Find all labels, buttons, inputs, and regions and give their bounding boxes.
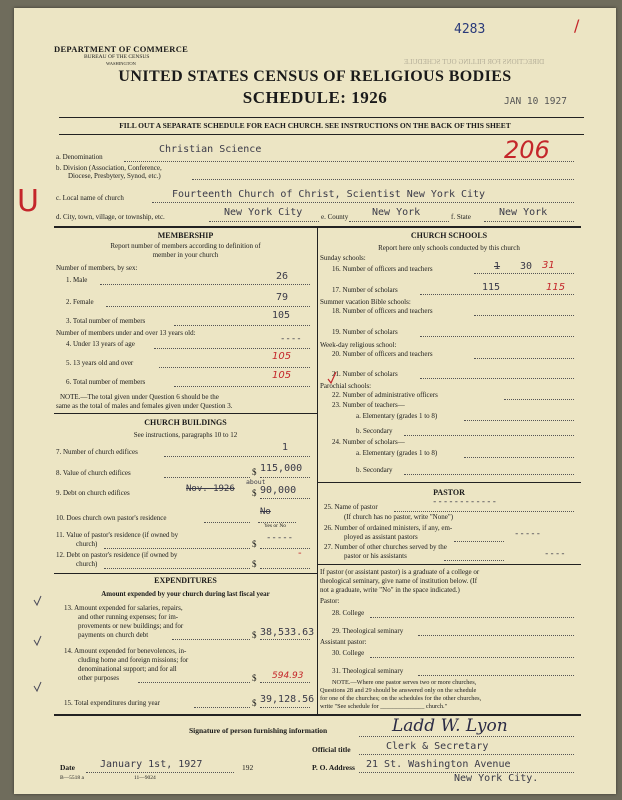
q23a-label: a. Elementary (grades 1 to 8) [356, 412, 438, 420]
fill-line [454, 541, 504, 542]
q9-about: about [246, 478, 266, 486]
date-year-suffix: 192 [242, 763, 254, 772]
expenditures-heading: EXPENDITURES [154, 576, 217, 585]
pastor-subheading: Pastor: [320, 597, 340, 605]
q16-value: 30 [520, 261, 533, 272]
fill-line [260, 682, 310, 683]
red-tick-icon [327, 371, 337, 385]
expenditures-intro: Amount expended by your church during last fiscal year [101, 590, 270, 598]
schools-heading: CHURCH SCHOOLS [410, 231, 488, 240]
q24a-label: a. Elementary (grades 1 to 8) [356, 449, 438, 457]
red-code-mark: 206 [504, 136, 550, 164]
fill-line [174, 386, 310, 387]
q17-red-value: 115 [546, 282, 566, 293]
buildings-intro: See instructions, paragraphs 10 to 12 [133, 431, 238, 439]
q20-label: 20. Number of officers and teachers [332, 350, 433, 358]
q9-value: 90,000 [260, 485, 297, 496]
county-value: New York [372, 207, 421, 218]
q9-struck-date: Nov. 1926 [186, 484, 235, 494]
division-label: b. Division (Association, Conference, [56, 164, 162, 172]
q11-label: 11. Value of pastor's residence (if owned by [56, 531, 179, 539]
graduate-instructions: If pastor (or assistant pastor) is a graduate of a college or [320, 568, 480, 576]
q13-label-4: payments on church debt [78, 631, 149, 639]
q31-label: 31. Theological seminary [332, 667, 404, 675]
q8-value: 115,000 [260, 463, 303, 474]
q17-value: 115 [482, 282, 501, 293]
print-number: 11—9024 [134, 775, 156, 781]
q16-red-value: 31 [542, 260, 555, 271]
members-by-age-label: Number of members under and over 13 years old: [56, 329, 196, 337]
pastor-note-3: for one of the churches; on the schedules for the other churches, [320, 695, 482, 702]
q26-label: 26. Number of ordained ministers, if any, em- [324, 524, 453, 532]
county-label: e. County [321, 213, 349, 221]
members-by-sex-label: Number of members, by sex: [56, 264, 138, 272]
schedule-title: SCHEDULE: 1926 [242, 88, 388, 107]
graduate-instructions-3: not a graduate, write "No" in the space indicated.) [320, 586, 460, 594]
department-name: DEPARTMENT OF COMMERCE [54, 44, 189, 54]
q22-label: 22. Number of administrative officers [332, 391, 438, 399]
fill-line [192, 179, 574, 180]
q14-label-4: other purposes [78, 674, 120, 682]
q7-value: 1 [282, 442, 289, 453]
fill-line [394, 511, 574, 512]
fill-line [100, 284, 310, 285]
local-name-label: c. Local name of church [56, 194, 124, 202]
q13-value: 38,533.63 [260, 627, 315, 638]
date-received-stamp: JAN 10 1927 [504, 96, 567, 107]
q12-label-cont: church) [76, 560, 98, 568]
city-label: d. City, town, village, or township, etc. [56, 213, 165, 221]
q29-label: 29. Theological seminary [332, 627, 404, 635]
fill-line [420, 336, 574, 337]
signature-value: Ladd W. Lyon [392, 716, 508, 736]
fill-line [474, 315, 574, 316]
q15-dollar: $ [252, 698, 257, 708]
q12-label: 12. Debt on pastor's residence (if owned by [56, 551, 178, 559]
schools-intro: Report here only schools conducted by this church [378, 244, 520, 252]
address-label: P. O. Address [312, 763, 355, 772]
q2-value: 79 [276, 292, 289, 303]
section-rule [54, 413, 317, 414]
q1-label: 1. Male [66, 276, 88, 284]
membership-note-cont: same as the total of males and females given under Question 3. [56, 402, 233, 410]
state-label: f. State [451, 213, 471, 221]
bleed-through-text: DIRECTIONS FOR FILLING OUT SCHEDULE [404, 58, 545, 66]
pastor-note: NOTE.—Where one pastor serves two or more churches, [332, 679, 477, 686]
fill-line [474, 358, 574, 359]
fill-line [484, 221, 574, 222]
q2-label: 2. Female [66, 298, 94, 306]
fill-line [404, 474, 574, 475]
fill-line [359, 754, 574, 755]
q8-dollar: $ [252, 467, 257, 477]
q9-label: 9. Debt on church edifices [56, 489, 130, 497]
official-title-value: Clerk & Secretary [386, 741, 489, 752]
q24-label: 24. Number of scholars— [332, 438, 405, 446]
date-label: Date [60, 763, 75, 772]
fill-line [420, 294, 574, 295]
fill-line [260, 707, 310, 708]
denomination-label: a. Denomination [56, 153, 103, 161]
fill-line [104, 568, 250, 569]
fill-line [260, 477, 310, 478]
fill-line [194, 707, 250, 708]
q16-value-struck: 1 [494, 261, 501, 272]
q14-dollar: $ [252, 673, 257, 683]
q18-label: 18. Number of officers and teachers [332, 307, 433, 315]
fill-line [370, 617, 574, 618]
address-value-2: New York City. [454, 773, 539, 784]
q4-label: 4. Under 13 years of age [66, 340, 135, 348]
q11-label-cont: church) [76, 540, 98, 548]
q19-label: 19. Number of scholars [332, 328, 398, 336]
q28-label: 28. College [332, 609, 365, 617]
q14-label: 14. Amount expended for benevolences, in- [64, 647, 187, 655]
fill-line [152, 202, 574, 203]
buildings-heading: CHURCH BUILDINGS [144, 418, 227, 427]
fill-line [172, 639, 250, 640]
q14-label-3: denominational support; and for all [78, 665, 177, 673]
section-rule [317, 564, 581, 565]
fill-line [154, 348, 310, 349]
fill-line [260, 548, 310, 549]
fill-line [418, 635, 574, 636]
q4-value: ---- [280, 334, 302, 344]
instruction-banner: FILL OUT A SEPARATE SCHEDULE FOR EACH CHURCH. SEE INSTRUCTIONS ON THE BACK OF THIS SHEET [119, 121, 511, 130]
q3-label: 3. Total number of members [66, 317, 146, 325]
local-name-value: Fourteenth Church of Christ, Scientist New York City [172, 189, 486, 200]
membership-heading: MEMBERSHIP [157, 231, 214, 240]
q25-hint: (If church has no pastor, write "None") [344, 513, 454, 521]
q6-label: 6. Total number of members [66, 378, 146, 386]
fill-line [138, 682, 250, 683]
fill-line [464, 457, 574, 458]
fill-line [370, 657, 574, 658]
fill-line [418, 675, 574, 676]
q5-value: 105 [272, 351, 292, 362]
graduate-instructions-2: theological seminary, give name of institution below. (If [320, 577, 478, 585]
pastor-heading: PASTOR [433, 488, 465, 497]
q23b-label: b. Secondary [356, 427, 393, 435]
q13-label-2: and other running expenses; for im- [78, 613, 179, 621]
q1-value: 26 [276, 271, 289, 282]
q8-label: 8. Value of church edifices [56, 469, 131, 477]
q15-label: 15. Total expenditures during year [64, 699, 160, 707]
q12-value: - [298, 548, 302, 559]
q25-label: 25. Name of pastor [324, 503, 378, 511]
fill-line [104, 548, 250, 549]
assistant-pastor-subheading: Assistant pastor: [320, 638, 367, 646]
rule [59, 117, 584, 118]
q6-value: 105 [272, 370, 292, 381]
official-title-label: Official title [312, 745, 351, 754]
address-value: 21 St. Washington Avenue [366, 759, 511, 770]
fill-line [164, 456, 310, 457]
sunday-schools-label: Sunday schools: [320, 254, 366, 262]
q9-dollar: $ [252, 488, 257, 498]
red-margin-mark: U [17, 184, 39, 219]
stamp-number: 4283 [454, 22, 486, 37]
q11-value: ----- [266, 533, 294, 543]
q11-dollar: $ [252, 539, 257, 549]
weekday-schools-label: Week-day religious school: [320, 341, 397, 349]
membership-note: NOTE.—The total given under Question 6 should be the [60, 393, 219, 401]
fill-line [504, 399, 574, 400]
q10-value: No [260, 507, 271, 517]
fill-line [260, 498, 310, 499]
q21-label: 21. Number of scholars [332, 370, 398, 378]
denomination-value: Christian Science [159, 144, 262, 155]
q13-label-3: provements or new buildings; and for [78, 622, 184, 630]
q27-label-cont: pastor or his assistants [344, 552, 407, 560]
census-form [14, 8, 616, 794]
fill-line [159, 367, 310, 368]
city-value: New York City [224, 207, 303, 218]
fill-line [420, 378, 574, 379]
form-title: UNITED STATES CENSUS OF RELIGIOUS BODIES [118, 68, 512, 85]
q7-label: 7. Number of church edifices [56, 448, 138, 456]
fill-line [349, 221, 449, 222]
column-divider [317, 226, 318, 714]
fill-line [260, 568, 310, 569]
q13-dollar: $ [252, 630, 257, 640]
q27-value: ---- [544, 549, 566, 559]
fill-line [404, 435, 574, 436]
fill-line [464, 420, 574, 421]
fill-line [260, 639, 310, 640]
division-label-cont: Diocese, Presbytery, Synod, etc.) [68, 172, 161, 180]
membership-intro: Report number of members according to definition of [110, 242, 261, 250]
bureau-name: BUREAU OF THE CENSUS [84, 54, 150, 60]
q24b-label: b. Secondary [356, 466, 393, 474]
pastor-note-2: Questions 28 and 29 should be answered only on the schedule [320, 687, 477, 694]
q25-value: ------------ [432, 497, 498, 507]
q3-value: 105 [272, 310, 291, 321]
bureau-city: WASHINGTON [106, 61, 136, 66]
red-tick-mark: / [574, 16, 580, 35]
q26-label-cont: ployed as assistant pastors [344, 533, 418, 541]
summer-schools-label: Summer vacation Bible schools: [320, 298, 411, 306]
fill-line [204, 522, 250, 523]
q23-label: 23. Number of teachers— [332, 401, 405, 409]
membership-intro-cont: member in your church [152, 251, 219, 259]
q30-label: 30. College [332, 649, 365, 657]
q12-dollar: $ [252, 559, 257, 569]
section-rule [54, 573, 317, 574]
q14-value: 594.93 [272, 671, 304, 681]
parochial-schools-label: Parochial schools: [320, 382, 372, 390]
q16-label: 16. Number of officers and teachers [332, 265, 433, 273]
fill-line [106, 306, 310, 307]
signature-label: Signature of person furnishing information [189, 726, 328, 735]
fill-line [86, 772, 234, 773]
q13-label: 13. Amount expended for salaries, repairs, [64, 604, 183, 612]
fill-line [209, 221, 319, 222]
fill-line [164, 477, 250, 478]
form-number: B—5518 a [60, 775, 84, 781]
q14-label-2: cluding home and foreign missions; for [78, 656, 189, 664]
fill-line [359, 736, 574, 737]
date-value: January 1st, 1927 [100, 759, 203, 770]
q17-label: 17. Number of scholars [332, 286, 398, 294]
fill-line [174, 325, 310, 326]
section-rule [317, 482, 581, 483]
fill-line [444, 560, 504, 561]
q27-label: 27. Number of other churches served by the [324, 543, 447, 551]
q10-label: 10. Does church own pastor's residence [56, 514, 167, 522]
margin-check-marks [32, 594, 46, 694]
state-value: New York [499, 207, 548, 218]
q5-label: 5. 13 years old and over [66, 359, 134, 367]
fill-line [474, 273, 574, 274]
rule [59, 134, 584, 135]
q10-hint: Yes or No [264, 523, 287, 529]
pastor-note-4: write "See schedule for ______________ church." [320, 703, 448, 710]
q15-value: 39,128.56 [260, 694, 315, 705]
q26-value: ----- [514, 529, 542, 539]
